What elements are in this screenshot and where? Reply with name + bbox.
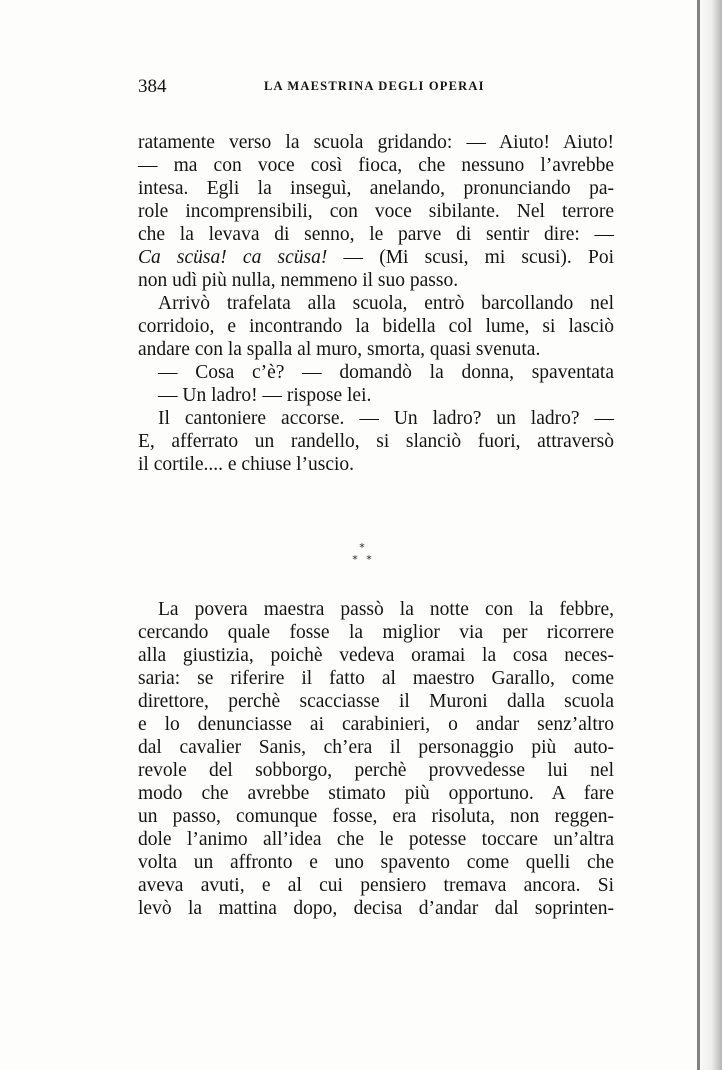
text-line: un passo, comunque fosse, era risoluta, non reggen- xyxy=(138,806,614,827)
text-line: revole del sobborgo, perchè provvedesse lui nel xyxy=(138,760,614,781)
dialogue-line: — Un ladro! — rispose lei. xyxy=(158,385,372,406)
text-line: E, afferrato un randello, si slanciò fuori, attraversò xyxy=(138,431,614,452)
text-line: La povera maestra passò la notte con la febbre, xyxy=(158,599,614,620)
text-line: direttore, perchè scacciasse il Muroni dalla scuola xyxy=(138,691,614,712)
text-line: non udì più nulla, nemmeno il suo passo. xyxy=(138,270,459,291)
text-line: saria: se riferire il fatto al maestro Garallo, come xyxy=(138,668,614,689)
text-block-lower xyxy=(138,598,614,920)
text-line: ratamente verso la scuola gridando: — Aiuto! Aiuto! xyxy=(138,132,614,153)
text-line: — ma con voce così fioca, che nessuno l’avrebbe xyxy=(138,155,614,176)
text-block-upper xyxy=(138,131,614,476)
page-number: 384 xyxy=(138,76,167,97)
text-line: aveva avuti, e al cui pensiero tremava ancora. Si xyxy=(138,875,614,896)
asterism-star-top: * xyxy=(359,541,365,554)
text-line: intesa. Egli la inseguì, anelando, pronunciando pa- xyxy=(138,178,614,199)
text-line: che la levava di senno, le parve di sentir dire: — xyxy=(138,224,614,245)
text-line: corridoio, e incontrando la bidella col lume, si lasciò xyxy=(138,316,614,337)
text-line: Arrivò trafelata alla scuola, entrò barcollando nel xyxy=(158,293,614,314)
asterism-star-left: * xyxy=(352,553,358,566)
text-line: dole l’animo all’idea che le potesse toccare un’altra xyxy=(138,829,614,850)
text-line: e lo denunciasse ai carabinieri, o andar senz’altro xyxy=(138,714,614,735)
dialogue-line: — Cosa c’è? — domandò la donna, spaventata xyxy=(158,362,614,383)
text-line-italic-speech: Ca scüsa! ca scüsa! — (Mi scusi, mi scusi). Poi xyxy=(138,247,614,268)
text-line: role incomprensibili, con voce sibilante. Nel terrore xyxy=(138,201,614,222)
page-header xyxy=(138,76,614,100)
running-title: LA MAESTRINA DEGLI OPERAI xyxy=(264,79,485,93)
page-binding-edge xyxy=(697,0,700,1070)
text-line: andare con la spalla al muro, smorta, quasi svenuta. xyxy=(138,339,541,360)
text-line: dal cavalier Sanis, ch’era il personaggio più auto- xyxy=(138,737,614,758)
text-line: modo che avrebbe stimato più opportuno. A fare xyxy=(138,783,614,804)
text-line: Il cantoniere accorse. — Un ladro? un ladro? — xyxy=(158,408,614,429)
text-line: il cortile.... e chiuse l’uscio. xyxy=(138,454,355,475)
italic-speech: Ca scüsa! ca scüsa! xyxy=(138,247,328,268)
asterism-section-break xyxy=(349,541,375,567)
text-line: cercando quale fosse la miglior via per ricorrere xyxy=(138,622,614,643)
text-line: volta un affronto e uno spavento come quelli che xyxy=(138,852,614,873)
text-line: levò la mattina dopo, decisa d’andar dal soprinten- xyxy=(138,898,614,919)
text-line: alla giustizia, poichè vedeva oramai la cosa neces- xyxy=(138,645,614,666)
asterism-star-right: * xyxy=(366,553,372,566)
